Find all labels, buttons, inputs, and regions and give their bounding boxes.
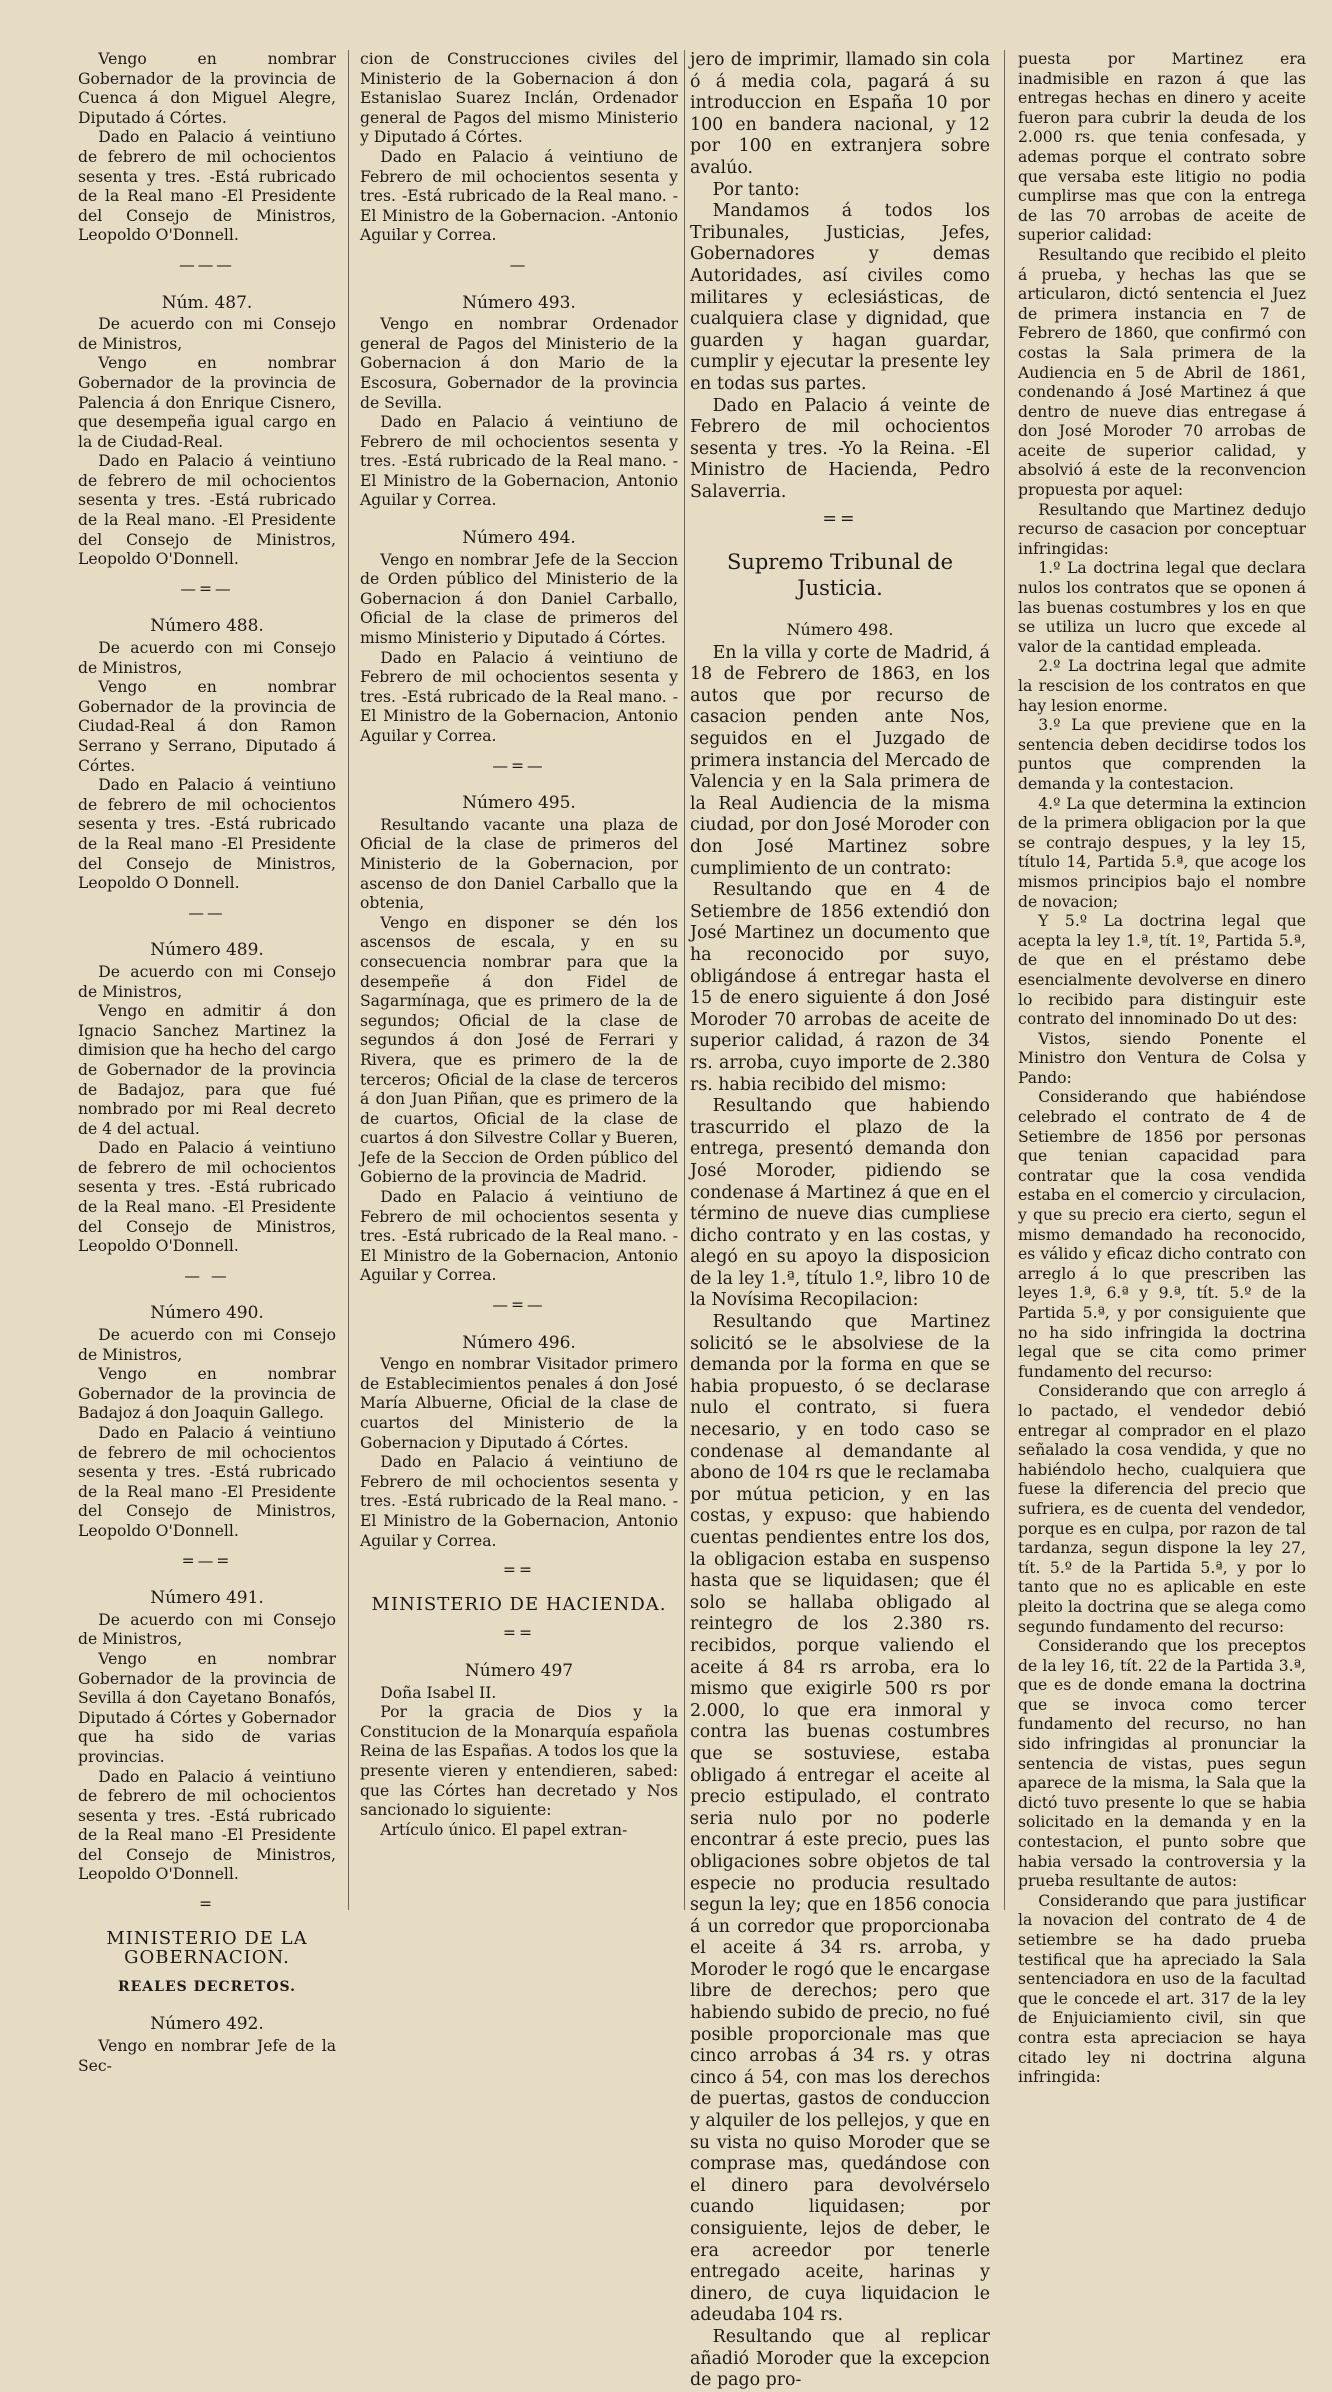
paragraph: Resultando que Martinez solicitó se le absolviese de la demanda por la forma en que se habia propuesto, ó se declarase nulo el contrato, si fuera necesario, y en todo caso se condenase al demandante al abono de 104 rs que le reclamaba por mútua peticion, y en las costas, y expuso: que habiendo cuentas pendientes entre los dos, la obligacion estaba en suspenso hasta que se liquidasen; que él solo se hallaba obligado al reintegro de los 2.380 rs. recibidos, porque valiendo el aceite á 84 rs arroba, era lo mismo que exigirle 500 rs por 2.000, lo que era inmoral y contra las buenas costumbres que se sostuviese, estaba obligado á entregar el aceite al precio estipulado, el contrato seria nulo por no poderle encontrar á este precio, pues las obligaciones sobre objetos de tal especie no producia resultado segun la ley; que en 1856 conocia á un corredor que proporcionaba el aceite á 34 rs. arroba, y Moroder le rogó que le encargase libre de derechos; pero que habiendo subido de precio, no fué posible proporcionale mas que cinco arrobas á 34 rs. y otras cinco á 54, con mas los derechos de puertas, gastos de conduccion y alquiler de los pellejos, y que en su vista no quiso Moroder que se comprase mas, quedándose con el dinero para devolvérselo cuando liquidasen; por consiguiente, lejos de deber, le era acreedor por tenerle entregado aceite, harinas y dinero, de cuya liquidacion le adeudaba 104 rs. <box>690 1312 990 2326</box>
separator: == <box>822 509 858 530</box>
decree-number: Número 497 <box>464 1660 574 1681</box>
decree-number: Número 496. <box>462 1332 576 1353</box>
paragraph: Dado en Palacio á veintiuno de Febrero de mil ochocientos sesenta y tres. -Está rubricado de la Real mano. -El Ministro de la Gobernacion, Antonio Aguilar y Correa. <box>360 1453 678 1550</box>
paragraph: Considerando que con arreglo á lo pactado, el vendedor debió entregar al comprador en el plazo señalado la cosa vendida, y que no habiéndolo hecho, cualquiera que fuese la diferencia del precio que sufriera, es de cuenta del vendedor, porque es en culpa, por razon de tal tardanza, segun dispone la ley 27, tít. 5.º de la Partida 5.ª, y por lo tanto que no es aplicable en este pleito la doctrina que se alega como segundo fundamento del recurso: <box>1018 1382 1306 1636</box>
paragraph: Resultando vacante una plaza de Oficial de la clase de primeros del Ministerio de la Gobernacion, por ascenso de don Daniel Carballo que la obtenia, <box>360 815 678 913</box>
decree-number: Número 493. <box>462 292 576 313</box>
paragraph: 3.º La que previene que en la sentencia deben decidirse todos los puntos que comprenden la demanda y la contestacion. <box>1018 716 1306 793</box>
paragraph: 1.º La doctrina legal que declara nulos los contratos que se oponen á las buenas costumbres y los en que se utiliza un lucro que excede al valor de la cantidad empleada. <box>1018 559 1306 656</box>
paragraph: Y 5.º La doctrina legal que acepta la ley 1.ª, tít. 1º, Partida 5.ª, de que en el préstamo debe esencialmente devolverse en dinero lo recibido para distinguir este contrato del innominado Do ut des: <box>1018 912 1306 1029</box>
paragraph: Doña Isabel II. <box>380 1683 497 1702</box>
column-rule <box>684 50 685 1910</box>
paragraph: Vengo en disponer se dén los ascensos de escala, y en su consecuencia nombrar para que la desempeñe á don Fidel de Sagarmínaga, que es primero de la de segundos; Oficial de la clase de segundos á don José de Ferrari y Rivera, que es primero de la de terceros; Oficial de la clase de terceros á don Juan Piñan, que es primero de la de cuartos, Oficial de la clase de cuartos á don Silvestre Collar y Bueren, Jefe de la Seccion de Orden público del Gobierno de la provincia de Madrid. <box>360 913 678 1187</box>
decree-number: Número 488. <box>150 616 264 637</box>
paragraph: Dado en Palacio á veinte de Febrero de mil ochocientos sesenta y tres. -Yo la Reina. -El Ministro de Hacienda, Pedro Salaverria. <box>690 395 990 502</box>
paragraph: Resultando que habiendo trascurrido el plazo de la entrega, presentó demanda don José Moroder, pidiendo se condenase á Martinez á que en el término de nueve dias cumpliese dicho contrato y en las costas, y alegó en su apoyo la disposicion de la ley 1.ª, título 1.º, libro 10 de la Novísima Recopilacion: <box>690 1096 990 1311</box>
separator: ——— <box>179 255 235 274</box>
paragraph: De acuerdo con mi Consejo de Ministros, <box>78 962 336 1001</box>
paragraph: Mandamos á todos los Tribunales, Justicias, Jefes, Gobernadores y demas Autoridades, así civiles como militares y eclesiásticas, de cualquiera clase y dignidad, que guarden y hagan guardar, cumplir y ejecutar la presente ley en todas sus partes. <box>690 201 990 394</box>
paragraph: 4.º La que determina la extincion de la primera obligacion por la que se contrajo despues, y la ley 15, título 14, Partida 5.ª, que acoge los mismos principios bajo el nombre de novacion; <box>1018 794 1306 911</box>
paragraph: Dado en Palacio á veintiuno de febrero de mil ochocientos sesenta y tres. -Está rubricado de la Real mano -El Presidente del Consejo de Ministros, Leopoldo O'Donnell. <box>78 1424 336 1540</box>
paragraph: Resultando que recibido el pleito á prueba, y hechas las que se articularon, dictó sentencia el Juez de primera instancia en 7 de Febrero de 1860, que confirmó con costas la Sala primera de la Audiencia en 5 de Abril de 1861, condenando á José Martinez á que dentro de nueve dias entregase á don José Moroder 70 arrobas de aceite de superior calidad, y absolvió á este de la reconvencion propuesta por aquel: <box>1018 245 1306 500</box>
decree-number: Número 489. <box>150 940 264 961</box>
separator: —=— <box>180 579 234 598</box>
column-2 <box>360 50 678 1910</box>
decree-number: Número 495. <box>462 793 576 814</box>
paragraph: Por tanto: <box>712 179 800 200</box>
paragraph: De acuerdo con mi Consejo de Ministros, <box>78 1326 336 1364</box>
separator: —=— <box>492 756 546 775</box>
paragraph: De acuerdo con mi Consejo de Ministros, <box>78 1610 336 1649</box>
separator: —=— <box>492 1296 546 1315</box>
separator: —— <box>188 903 226 922</box>
paragraph: cion de Construcciones civiles del Ministerio de la Gobernacion á don Estanislao Suarez Inclán, Ordenador general de Pagos del mismo Ministerio y Diputado á Córtes. <box>360 50 678 147</box>
paragraph: Vengo en nombrar Ordenador general de Pagos del Ministerio de la Gobernacion á don Mario de la Escosura, Gobernador de la provincia de Sevilla. <box>360 315 678 412</box>
paragraph: 2.º La doctrina legal que admite la rescision de los contratos en que hay lesion enorme. <box>1018 657 1306 715</box>
column-1 <box>78 50 336 2075</box>
paragraph: Dado en Palacio á veintiuno de Febrero de mil ochocientos sesenta y tres. -Está rubricado de la Real mano. -El Ministro de la Gobernacion, Antonio Aguilar y Correa. <box>360 1188 678 1285</box>
paragraph: Vengo en nombrar Gobernador de la provincia de Sevilla á don Cayetano Bonafós, Diputado á Córtes y Gobernador que ha sido de varias provincias. <box>78 1649 336 1766</box>
decree-number: Número 494. <box>462 528 576 549</box>
paragraph: Vengo en nombrar Gobernador de la provincia de Palencia á don Enrique Cisnero, que desempeña igual cargo en la de Ciudad-Real. <box>78 354 336 451</box>
subheading: REALES DECRETOS. <box>117 1978 297 1995</box>
column-3 <box>690 50 990 2391</box>
paragraph: Artículo único. El papel extran- <box>380 1820 628 1839</box>
court-heading: Supremo Tribunal de Justicia. <box>726 550 954 601</box>
paragraph: Vengo en nombrar Visitador primero de Establecimientos penales á don José María Albuerne, Oficial de la clase de cuartos del Ministerio de la Gobernacion y Diputado á Córtes. <box>360 1355 678 1452</box>
paragraph: puesta por Martinez era inadmisible en razon á que las entregas hechas en dinero y aceite fueron para cubrir la deuda de los 2.000 rs. que tenia confesada, y ademas porque el contrato sobre que versaba este litigio no podia cumplirse mas que con la entrega de las 70 arrobas de aceite de superior calidad: <box>1018 50 1306 245</box>
section-heading: MINISTERIO DE LA GOBERNACION. <box>106 1927 308 1969</box>
paragraph: Vistos, siendo Ponente el Ministro don Ventura de Colsa y Pando: <box>1018 1029 1306 1087</box>
decree-number: Número 492. <box>150 2014 264 2035</box>
paragraph: De acuerdo con mi Consejo de Ministros, <box>78 639 336 677</box>
separator: — — <box>184 1266 230 1285</box>
paragraph: Resultando que Martinez dedujo recurso de casacion por conceptuar infringidas: <box>1018 500 1306 558</box>
paragraph: Vengo en admitir á don Ignacio Sanchez Martinez la dimision que ha hecho del cargo de Gobernador de la provincia de Badajoz, para que fué nombrado por mi Real decreto de 4 del actual. <box>78 1002 336 1138</box>
paragraph: En la villa y corte de Madrid, á 18 de Febrero de 1863, en los autos que por recurso de casacion penden ante Nos, seguidos en el Juzgado de primera instancia del Mercado de Valencia y en la Sala primera de la Real Audiencia de la misma ciudad, por don José Moroder con don José Martinez sobre cumplimiento de un contrato: <box>690 642 990 879</box>
paragraph: Resultando que al replicar añadió Moroder que la excepcion de pago pro- <box>690 2326 990 2391</box>
paragraph: Dado en Palacio á veintiuno de febrero de mil ochocientos sesenta y tres. -Está rubricado de la Real mano -El Presidente del Consejo de Ministros, Leopoldo O Donnell. <box>78 776 336 893</box>
paragraph: Considerando que habiéndose celebrado el contrato de 4 de Setiembre de 1856 por personas que tenian capacidad para contratar que la cosa vendida estaba en el comercio y circulacion, y que su precio era cierto, segun el mismo demandado ha reconocido, es válido y eficaz dicho contrato con arreglo á lo que prescriben las leyes 1.ª, 6.ª y 9.ª, tít. 5.º de la Partida 5.ª, y por consiguiente que no ha sido infringida la doctrina legal que se cita como primer fundamento del recurso: <box>1018 1088 1306 1381</box>
paragraph: Dado en Palacio á veintiuno de Febrero de mil ochocientos sesenta y tres. -Está rubricado de la Real mano. -El Ministro de la Gobernacion, Antonio Aguilar y Correa. <box>360 648 678 745</box>
separator: — <box>509 255 529 274</box>
separator: = <box>198 1895 216 1914</box>
separator: == <box>502 1624 536 1643</box>
decree-number: Número 490. <box>150 1303 264 1324</box>
paragraph: Vengo en nombrar Gobernador de la provincia de Cuenca á don Miguel Alegre, Diputado á Córtes. <box>78 50 336 127</box>
section-heading: MINISTERIO DE HACIENDA. <box>371 1593 667 1615</box>
paragraph: Vengo en nombrar Gobernador de la provincia de Ciudad-Real á don Ramon Serrano y Serrano, Diputado á Córtes. <box>78 678 336 775</box>
paragraph: Vengo en nombrar Gobernador de la provincia de Badajoz á don Joaquin Gallego. <box>78 1365 336 1423</box>
paragraph: Por la gracia de Dios y la Constitucion de la Monarquía española Reina de las Españas. A todos los que la presente vieren y entendieren, sabed: que las Córtes han decretado y Nos sancionado lo siguiente: <box>360 1703 678 1820</box>
paragraph: Vengo en nombrar Jefe de la Seccion de Orden público del Ministerio de la Gobernacion á don Daniel Carballo, Oficial de la clase de primeros del mismo Ministerio y Diputado á Córtes. <box>360 550 678 648</box>
column-rule <box>1004 50 1005 1910</box>
paragraph: Dado en Palacio á veintiuno de febrero de mil ochocientos sesenta y tres. -Está rubricado de la Real mano -El Presidente del Consejo de Ministros, Leopoldo O'Donnell. <box>78 128 336 245</box>
paragraph: jero de imprimir, llamado sin cola ó á media cola, pagará á su introduccion en España 10 por 100 en bandera nacional, y 12 por 100 en extranjera sobre avalúo. <box>690 50 990 178</box>
separator: == <box>502 1561 536 1580</box>
separator: =—= <box>181 1551 233 1570</box>
decree-number: Núm. 487. <box>161 292 253 313</box>
paragraph: De acuerdo con mi Consejo de Ministros, <box>78 315 336 353</box>
paragraph: Resultando que en 4 de Setiembre de 1856 extendió don José Martinez un documento que ha reconocido por suyo, obligándose á entregar hasta el 15 de enero siguiente á don José Moroder 70 arrobas de aceite de superior calidad, á razon de 34 rs. arroba, cuyo importe de 2.380 rs. habia recibido del mismo: <box>690 880 990 1095</box>
paragraph: Dado en Palacio á veintiuno de febrero de mil ochocientos sesenta y tres. -Está rubricado de la Real mano. -El Presidente del Consejo de Ministros, Leopoldo O'Donnell. <box>78 1139 336 1256</box>
paragraph: Dado en Palacio á veintiuno de Febrero de mil ochocientos sesenta y tres. -Está rubricado de la Real mano. -El Ministro de la Gobernacion. -Antonio Aguilar y Correa. <box>360 147 678 245</box>
decree-number: Número 498. <box>786 620 894 640</box>
paragraph: Considerando que los preceptos de la ley 16, tít. 22 de la Partida 3.ª, que es de donde emana la doctrina que se invoca como tercer fundamento del recurso, no han sido infringidas al pronunciar la sentencia de vistas, pues segun aparece de la misma, la Sala que la dictó tuvo presente lo que se habia solicitado en la demanda y en la contestacion, el punto sobre que habia versado la controversia y la prueba resultante de autos: <box>1018 1637 1306 1891</box>
column-rule <box>348 50 349 1910</box>
column-4 <box>1018 50 1306 2087</box>
paragraph: Dado en Palacio á veintiuno de febrero de mil ochocientos sesenta y tres. -Está rubricado de la Real mano. -El Presidente del Consejo de Ministros, Leopoldo O'Donnell. <box>78 452 336 569</box>
paragraph: Vengo en nombrar Jefe de la Sec- <box>78 2037 336 2075</box>
paragraph: Dado en Palacio á veintiuno de febrero de mil ochocientos sesenta y tres. -Está rubricado de la Real mano -El Presidente del Consejo de Ministros, Leopoldo O'Donnell. <box>78 1767 336 1884</box>
decree-number: Número 491. <box>150 1588 264 1609</box>
paragraph: Dado en Palacio á veintiuno de Febrero de mil ochocientos sesenta y tres. -Está rubricado de la Real mano. -El Ministro de la Gobernacion, Antonio Aguilar y Correa. <box>360 413 678 510</box>
paragraph: Considerando que para justificar la novacion del contrato de 4 de setiembre se ha dado prueba testifical que ha apreciado la Sala sentenciadora en uso de la facultad que le concede el art. 317 de la ley de Enjuiciamiento civil, sin que contra esta apreciacion se haya citado ley ni doctrina alguna infringida: <box>1018 1891 1306 2087</box>
